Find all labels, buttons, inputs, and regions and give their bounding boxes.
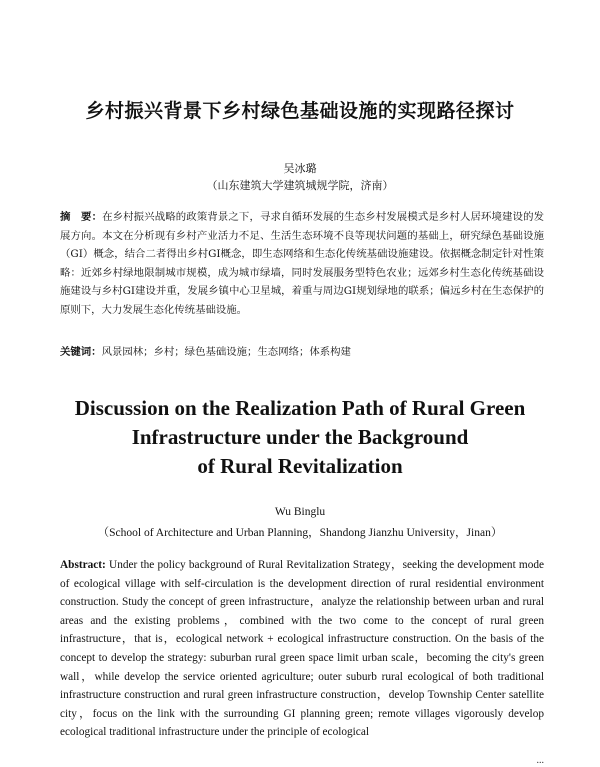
english-author: Wu Binglu bbox=[274, 506, 326, 518]
chinese-abstract-text: 在乡村振兴战略的政策背景之下，寻求自循环发展的生态乡村发展模式是乡村人居环境建设的发展方向。本文在分析现有乡村产业活力不足、生活生态环境不良等现状问题的基础上，研究绿色基础设施（GI）概念，结合二者得出乡村GI概念，即生态网络和生态化传统基础设施建设。依据概念制定针对性策略：近郊乡村绿地限制城市规模，成为城市绿墙，同时发展服务型特色农业；远郊乡村生态化传统基础设施建设与乡村GI建设并重，发展乡镇中心卫星城，着重与周边GI规划绿地的联系；偏远乡村在生态保护的原则下，大力发展生态化传统基础设施。 bbox=[60, 211, 545, 316]
english-affiliation: （School of Architecture and Urban Planning，Shandong Jianzhu University，Jinan） bbox=[97, 527, 503, 539]
chinese-affiliation: （山东建筑大学建筑城规学院，济南） bbox=[206, 179, 394, 192]
english-title-line-3: of Rural Revitalization bbox=[197, 454, 403, 478]
chinese-keywords bbox=[60, 343, 544, 361]
page-number: ... bbox=[536, 755, 544, 766]
chinese-keywords-text: 风景园林；乡村；绿色基础设施；生态网络；体系构建 bbox=[101, 346, 351, 358]
chinese-author: 吴冰璐 bbox=[283, 162, 317, 175]
chinese-keywords-label: 关键词： bbox=[60, 346, 102, 358]
chinese-abstract-label: 摘 要： bbox=[60, 211, 103, 223]
english-abstract-text: Under the policy background of Rural Revitalization Strategy，seeking the development mode of ecological village with self-circulation is the development direction of rural residential environment construction. Study the concept of green infrastructure，analyze the relationship between urban and rural areas and the existing problems，combined with the two come to the concept of rural green infrastructure，that is，ecological network + ecological infrastructure construction. On the basis of the concept to develop the strategy: suburban rural green space limit urban scale，becoming the city's green wall，while develop the service oriented agriculture; outer suburb rural ecological of both traditional infrastructure construction and rural green infrastructure construction，develop Township Center satellite city，focus on the link with the surrounding GI planning green; remote villages vigorously develop ecological traditional infrastructure under the principle of ecological bbox=[60, 559, 545, 739]
english-abstract-label: Abstract: bbox=[60, 559, 106, 571]
english-title-line-2: Infrastructure under the Background bbox=[131, 425, 469, 449]
english-title-line-1: Discussion on the Realization Path of Rural Green bbox=[74, 396, 526, 420]
chinese-abstract bbox=[60, 208, 544, 320]
chinese-title: 乡村振兴背景下乡村绿色基础设施的实现路径探讨 bbox=[85, 100, 515, 122]
english-title bbox=[40, 394, 560, 481]
english-abstract bbox=[60, 556, 544, 742]
